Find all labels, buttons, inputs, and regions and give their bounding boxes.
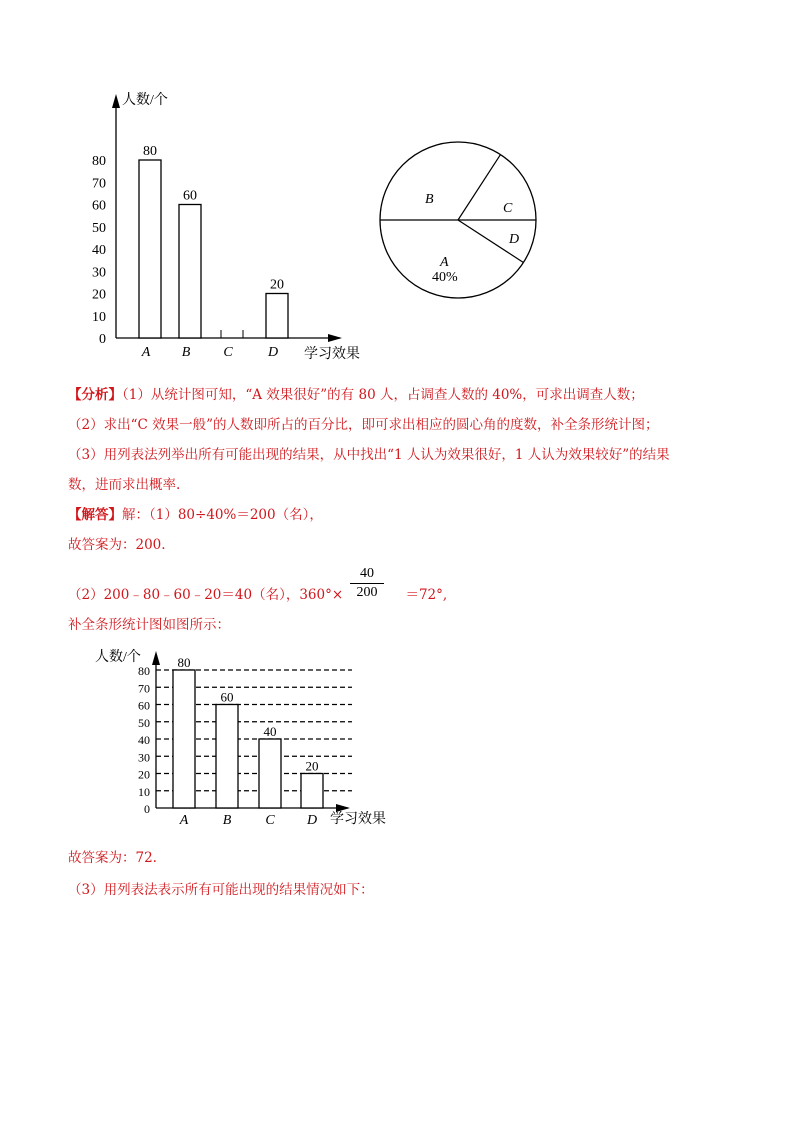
chart2-plot [380,142,536,298]
y-tick-label: 30 [92,265,106,281]
answer-tag: 【解答】 [68,507,122,523]
y-tick-label: 30 [138,750,150,765]
y-axis-title: 人数/个 [95,650,141,665]
answer-result-1: 故答案为：200. [68,537,166,553]
y-tick-label: 80 [138,664,150,678]
answer-2-note: 补全条形统计图如图所示： [68,617,230,633]
y-tick-label: 0 [144,802,150,816]
analysis-tag: 【分析】 [68,387,122,403]
y-tick-label: 40 [92,243,106,258]
bar-chart-completed [90,643,400,833]
data-label: 40 [263,724,277,739]
data-label: 80 [143,144,157,159]
data-label: 20 [305,758,319,774]
y-tick-label: 20 [92,287,106,303]
data-label: 60 [183,188,197,204]
x-tick-label: B [222,813,232,828]
slice-label-a: A [440,255,449,270]
data-label: 20 [270,277,284,293]
slice-label-b: B [425,192,434,207]
y-tick-label: 20 [138,767,150,782]
answer-line-2 [68,585,447,605]
fraction-numerator: 40 [360,566,374,581]
fraction [350,566,384,601]
slice-label-d: D [509,232,520,247]
x-tick-label: D [306,813,318,828]
y-tick-label: 70 [92,176,106,192]
answer-result-2: 故答案为：72. [68,850,157,866]
bar-chart-original [70,88,380,368]
x-tick-label: B [181,345,191,360]
x-tick-label: C [223,345,233,360]
x-axis-title: 学习效果 [304,347,360,362]
bar [301,774,323,809]
chart3-plot [95,648,386,828]
answer-2-pre: （2）200﹣80﹣60﹣20＝40（名），360°× [68,587,344,603]
data-label: 60 [220,689,234,705]
bar [173,670,195,808]
analysis-text-1: （1）从统计图可知，“A 效果很好”的有 80 人，占调查人数的 40%，可求出调查人数； [122,387,644,403]
x-axis-arrow [336,804,350,812]
slice-label-c: C [503,201,513,216]
y-tick-label: 70 [138,681,150,696]
analysis-line-2: （2）求出“C 效果一般”的人数即所占的百分比，即可求出相应的圆心角的度数，补全条形统计图； [68,417,659,433]
y-axis-arrow [112,94,120,108]
pie-chart [370,135,550,315]
analysis-line-3a: （3）用列表法列举出所有可能出现的结果，从中找出“1 人认为效果很好，1 人认为效果较好”的结果 [68,447,670,463]
answer-line-3: （3）用列表法表示所有可能出现的结果情况如下： [68,882,374,898]
y-axis-arrow [152,651,160,665]
slice-percent-a: 40% [432,270,458,285]
bar [259,739,281,808]
data-label: 80 [177,655,191,670]
x-tick-label: A [141,345,151,360]
y-axis-title: 人数/个 [122,93,168,108]
bar [216,705,238,809]
y-tick-label: 60 [138,698,150,713]
y-tick-label: 50 [138,715,150,730]
answer-text-1: 解：（1）80÷40%＝200（名）， [122,507,323,523]
y-tick-label: 0 [99,332,106,347]
answer-line-1 [68,505,323,525]
y-tick-label: 10 [92,309,106,325]
answer-2-post: ＝72°, [405,587,448,603]
y-tick-label: 80 [92,154,106,169]
bar [266,294,288,339]
y-tick-label: 10 [138,784,150,799]
fraction-denominator: 200 [356,585,378,600]
x-tick-label: A [179,813,189,828]
bar [139,160,161,338]
bar [179,205,201,339]
chart1-plot [92,91,360,362]
x-axis-arrow [328,334,342,342]
y-tick-label: 50 [92,220,106,236]
y-tick-label: 60 [92,198,106,214]
x-tick-label: D [267,345,279,360]
analysis-line-3b: 数，进而求出概率. [68,477,181,493]
y-tick-label: 40 [138,733,150,747]
x-axis-title: 学习效果 [330,812,386,827]
x-tick-label: C [265,813,275,828]
analysis-line-1 [68,385,644,405]
